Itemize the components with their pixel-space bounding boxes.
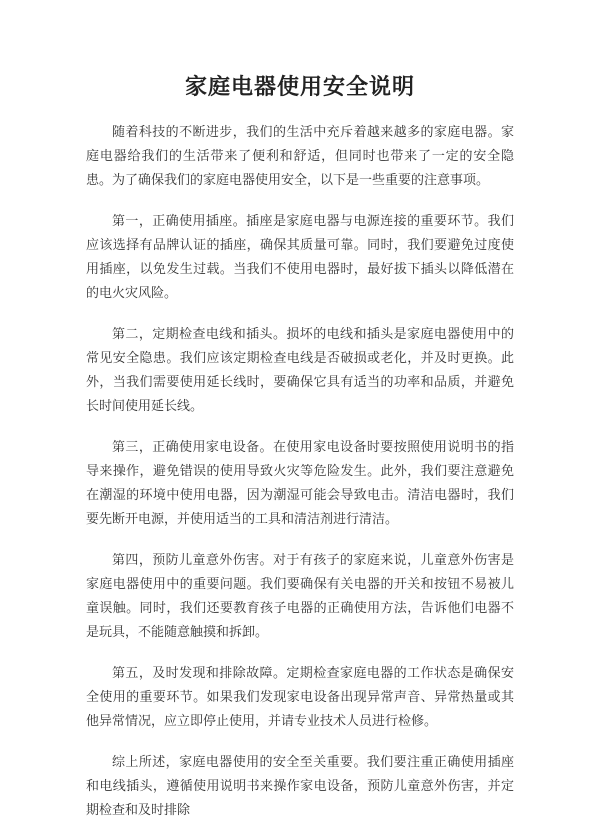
paragraph-summary: 综上所述，家庭电器使用的安全至关重要。我们要注重正确使用插座和电线插头，遵循使用说明书来操作家电设备，预防儿童意外伤害，并定期检查和及时排除: [86, 755, 514, 818]
paragraph-child-safety: 第四，预防儿童意外伤害。对于有孩子的家庭来说，儿童意外伤害是家庭电器使用中的重要问题。我们要确保有关电器的开关和按钮不易被儿童误触。同时，我们还要教育孩子电器的正确使用方法，告诉他们电器不是玩具，不能随意触摸和拆卸。: [86, 553, 514, 640]
document-title: 家庭电器使用安全说明: [184, 75, 415, 100]
paragraph-sockets: 第一，正确使用插座。插座是家庭电器与电源连接的重要环节。我们应该选择有品牌认证的插座，确保其质量可靠。同时，我们要避免过度使用插座，以免发生过载。当我们不使用电器时，最好拔下插头以降低潜在的电火灾风险。: [86, 214, 514, 301]
paragraph-appliance-use: 第三，正确使用家电设备。在使用家电设备时要按照使用说明书的指导来操作，避免错误的使用导致火灾等危险发生。此外，我们要注意避免在潮湿的环境中使用电器，因为潮湿可能会导致电击。清洁电器时，我们要先断开电源，并使用适当的工具和清洁剂进行清洁。: [86, 440, 514, 527]
paragraph-wires: 第二，定期检查电线和插头。损坏的电线和插头是家庭电器使用中的常见安全隐患。我们应该定期检查电线是否破损或老化，并及时更换。此外，当我们需要使用延长线时，要确保它具有适当的功率和品质，并避免长时间使用延长线。: [86, 327, 514, 414]
paragraph-faults: 第五，及时发现和排除故障。定期检查家庭电器的工作状态是确保安全使用的重要环节。如果我们发现家电设备出现异常声音、异常热量或其他异常情况，应立即停止使用，并请专业技术人员进行检修。: [86, 666, 514, 729]
document-body: [86, 121, 514, 840]
paragraph-intro: 随着科技的不断进步，我们的生活中充斥着越来越多的家庭电器。家庭电器给我们的生活带来了便利和舒适，但同时也带来了一定的安全隐患。为了确保我们的家庭电器使用安全，以下是一些重要的注意事项。: [86, 125, 514, 188]
